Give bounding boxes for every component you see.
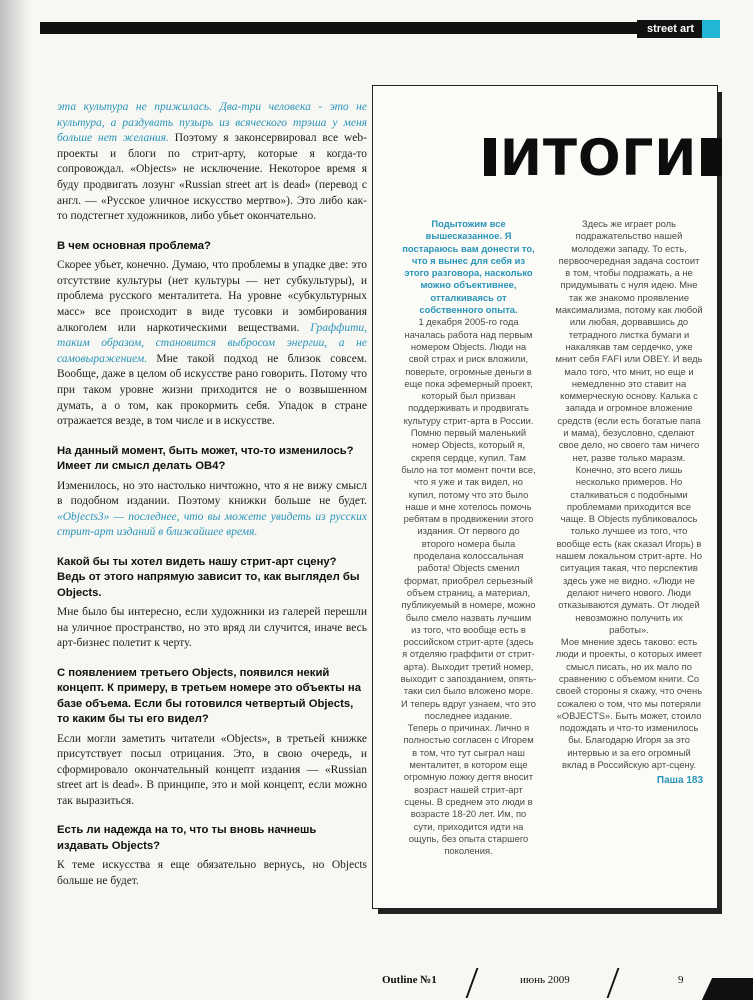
interview-answer	[57, 732, 367, 810]
issue-date: июнь 2009	[520, 974, 570, 986]
header-bar	[40, 22, 720, 34]
interview-answer	[57, 605, 367, 652]
interview-answer	[57, 258, 367, 430]
interview-question: На данный момент, быть может, что-то изменилось? Имеет ли смысл делать OB4?	[57, 444, 354, 473]
page-number: 9	[678, 974, 684, 986]
author-signature: Паша 183	[656, 775, 703, 787]
answer-text: Мне было бы интересно, если художники из галерей перешли на уличное пространство, но это вряд ли случится, иначе весь арт-бизнес полетит к черту.	[57, 606, 367, 650]
answer-text: Поэтому я законсервировал все web-проекты и блоги по стрит-арту, которые я когда-то сопровождал. «Objects» не исключение. Некоторое время я буду продвигать лозунг «Russian street art is dead» (перевод с англ. — «Русское уличное искусство мертво»). Это либо как-то подстегнет художников, либо убьет окончательно.	[57, 132, 367, 223]
interview-question: Есть ли надежда на то, что ты вновь начнешь издавать Objects?	[57, 824, 317, 852]
interview-question: В чем основная проблема?	[57, 239, 211, 252]
interview-question: Какой бы ты хотел видеть нашу стрит-арт сцену? Ведь от этого напрямую зависит то, как выглядел бы Objects.	[57, 555, 360, 599]
corner-black-mark	[702, 978, 753, 1000]
section-label: street art	[637, 20, 720, 38]
interview-answer	[57, 479, 367, 541]
summary-paragraph: 1 декабря 2005-го года началась работа над первым номером Objects. Люди на свой страх и риск вложили, поверьте, огромные деньги в еще пока эфемерный проект, который был призван поддерживать и продвигать культуру стрит-арта в России.	[403, 316, 534, 426]
footer-divider	[607, 968, 620, 998]
page-spine-shadow	[0, 0, 32, 1000]
section-accent-mark	[702, 20, 720, 38]
footer-divider	[466, 968, 479, 998]
summary-intro: Подытожим все вышесказанное. Я постараюсь вам донести то, что я вынес для себя из этого разговора, насколько можно объективнее, отталкиваясь от собственного опыта.	[402, 218, 535, 316]
summary-title: ИТОГИ	[496, 132, 701, 184]
summary-paragraph: Здесь же играет роль подражательство нашей молодежи западу. То есть, первоочередная задача состоит в том, чтобы подражать, а не придумывать с нуля идею. Мне так же знакомо проявление максимализма, потому как любой или любая, дорвавшись до тетрадного листка бумаги и накалякав там сердечко, уже мнит себя FAFI или OBEY. И ведь мало того, что мнит, но еще и немедленно это ставит на коммерческую основу. Калька с запада и огромное вложение средств (если есть богатые папа и мама), безусловно, сделают свое дело, но своего там ничего нет, разве только маразм. Конечно, это всего лишь несколько примеров. Но сталкиваться с подобными проблемами приходится все чаще. В Objects публиковалось только лучшее из того, что вообще есть (как сказал Игорь) в нашем локальном стрит-арте. Но ситуация такая, что перспектив здесь уже не видно. «Люди не делают ничего нового. Люди отказываются думать. От людей невозможно получить их работы».	[555, 218, 703, 635]
interview-answer	[57, 858, 367, 889]
summary-paragraph: Теперь о причинах. Лично я полностью согласен с Игорем в том, что тут сыграл наш менталитет, в котором еще огромную ложку дегтя вносит возраст нашей стрит-арт сцены. В среднем это люди в возрасте 18-20 лет. Им, по сути, приходится идти на ощупь, без опыта старшего поколения.	[403, 722, 534, 857]
summary-column-right	[555, 218, 703, 788]
highlighted-quote: эта культура не прижилась. Два-три человека - это не культура, а раздувать пузырь из всяческого трэша у меня больше нет желания.	[57, 101, 367, 145]
highlighted-quote: «Objects3» — последнее, что вы можете увидеть из русских стрит-арт изданий в ближайшее время.	[57, 510, 367, 539]
answer-text: Если могли заметить читатели «Objects», в третьей книжке присутствует посыл отрицания. Это, в свою очередь, и сформировало окончательный концепт издания — «Russian street art is dead». В принципе, это и мой концепт, если можно так выразиться.	[57, 732, 367, 807]
summary-paragraph: Мое мнение здесь таково: есть люди и проекты, о которых имеет смысл писать, но их мало по сравнению с объемом книги. Со своей стороны я скажу, что очень сожалею о том, что мы потеряли «OBJECTS». Быть может, стоило подождать и что-то изменилось бы. Благодарю Игоря за это интервью и за его огромный вклад в Российскую арт-сцену.	[555, 636, 703, 771]
answer-text: Скорее убьет, конечно. Думаю, что проблемы в упадке две: это отсутствие культуры (нет культуры — нет субкультуры), и проблема русского менталитета. На уровне «субкультурных масс» все происходит в виде тусовки и зомбирования алкоголем или наркотическими веществами.	[57, 259, 367, 334]
interview-answer	[57, 100, 367, 225]
answer-text: Мне такой подход не близок совсем. Вообще, даже в целом об искусстве рано говорить. Потому что при таком уровне жизни приходится не о возвышенном думать, а о том, как прокормить себя. Упадок в стране отражается везде, в том числе и в искусстве.	[57, 352, 367, 428]
magazine-name: Outline №1	[382, 974, 437, 986]
page-footer	[0, 962, 753, 1000]
answer-text: К теме искусства я еще обязательно вернусь, но Objects больше не будет.	[57, 859, 367, 887]
summary-column-left	[400, 218, 537, 857]
summary-paragraph: Помню первый маленький номер Objects, который я, скрепя сердце, купил. Там было на тот момент почти все, что я уже и так видел, но купил, потому что это было наше и мне хотелось помочь ребятам в продвижении этого издания. От первого до второго номера была проделана колоссальная работа! Objects сменил формат, приобрел серьезный объем страниц, а материал, публикуемый в номере, можно было смело назвать лучшим из того, что вообще есть в российском стрит-арте (здесь я отделяю граффити от стрит-арта). Выходит третий номер, выходит с запозданием, опять-таки сил было вложено море. И теперь вдруг узнаем, что это последнее издание.	[400, 427, 537, 721]
highlighted-quote: Граффити, таким образом, становится выбросом энергии, а не самовыражением.	[57, 321, 367, 365]
interview-question: С появлением третьего Objects, появился некий концепт. К примеру, в третьем номере это объекты на базе объема. Если бы готовился четвертый Objects, то каким бы ты его видел?	[57, 666, 362, 726]
interview-column	[57, 100, 367, 899]
answer-text: Изменилось, но это настолько ничтожно, что я не вижу смысл в подобном издании. Поэтому книжки больше не будет.	[57, 479, 367, 508]
